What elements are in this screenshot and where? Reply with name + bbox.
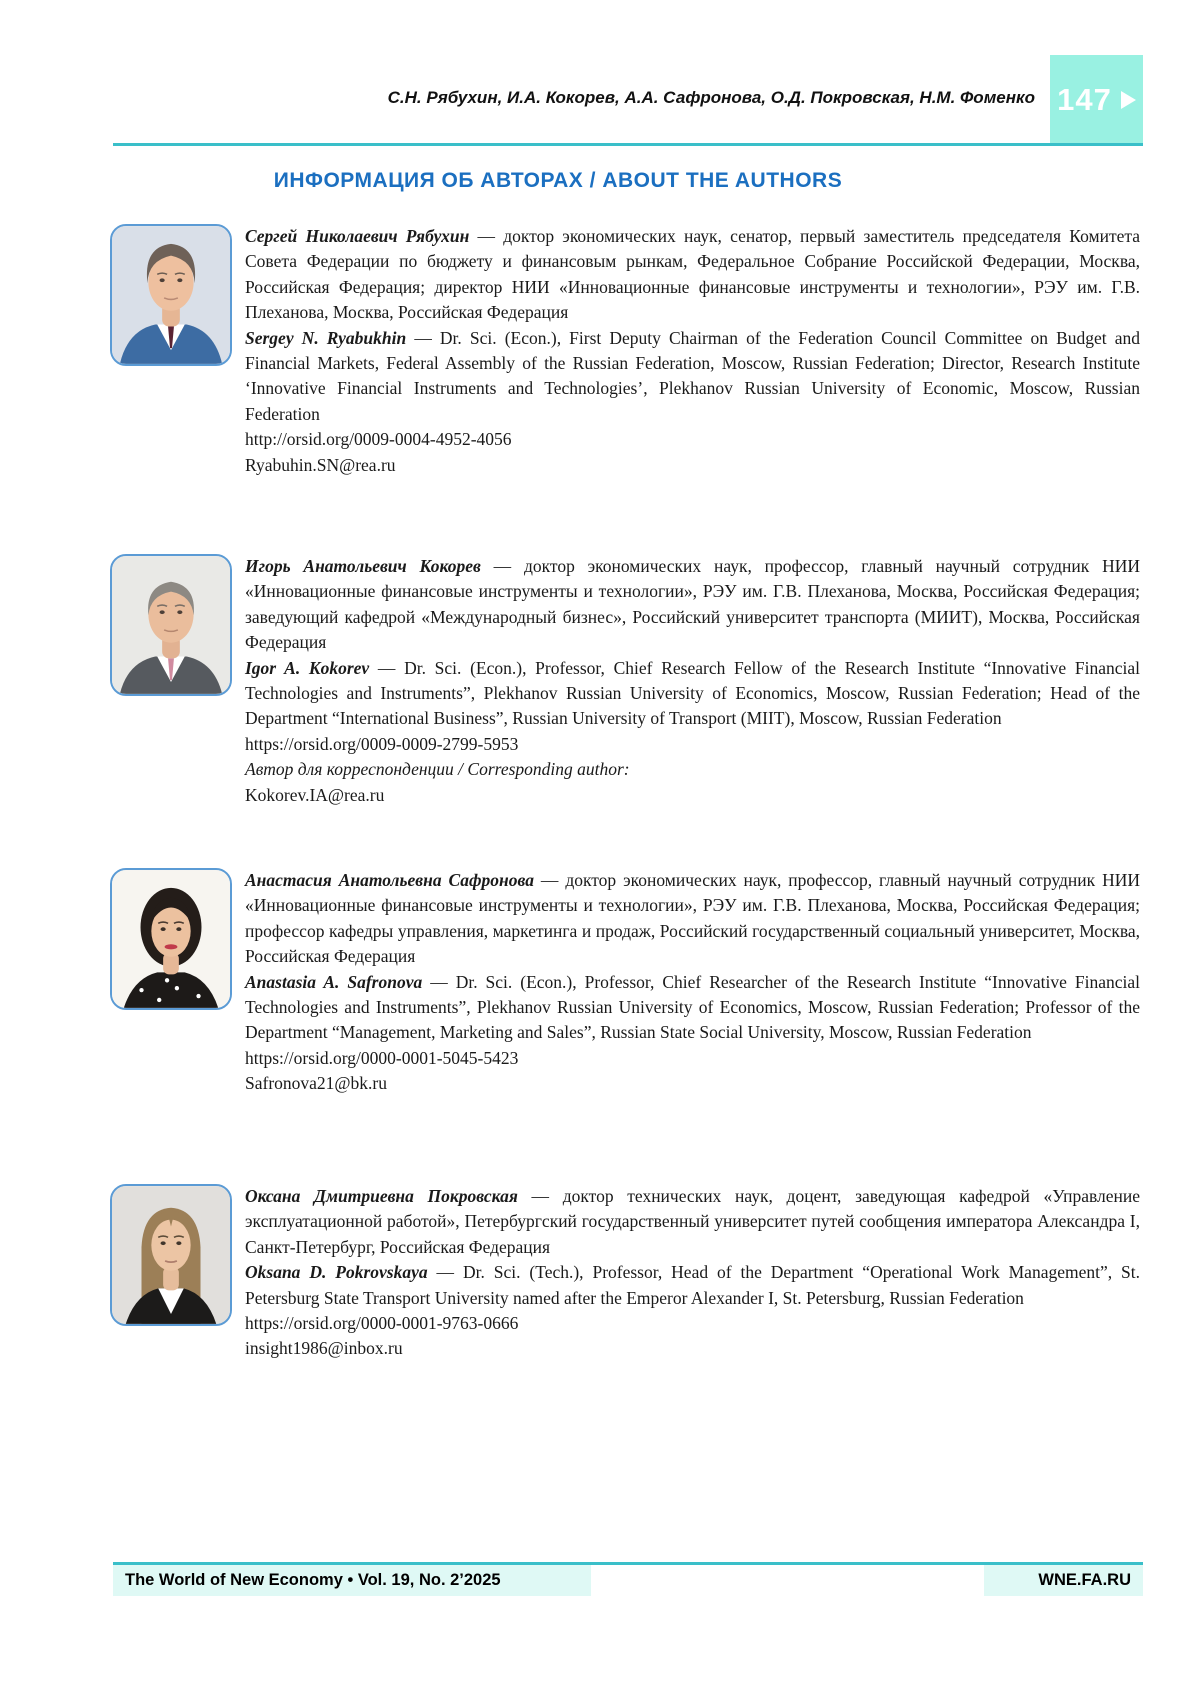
author-portrait-illustration [112,226,230,364]
email-address[interactable]: Ryabuhin.SN@rea.ru [245,454,396,475]
corresponding-author-label: Автор для корреспонденции / Corresponding author: [245,759,630,780]
orcid-link[interactable]: https://orsid.org/0009-0009-2799-5953 [245,733,519,754]
bio-en-text: — Dr. Sci. (Econ.), First Deputy Chairman of the Federation Council Committee on Budget and Financial Markets, Federal Assembly of the Russian Federation, Moscow, Russian Federation; Director, Research Institute ‘Innovative Financial Instruments and Technologies’, Plekhanov Russian University of Economic, Moscow, Russian Federation [245,327,1141,424]
running-head-authors: С.Н. Рябухин, И.А. Кокорев, А.А. Сафронова, О.Д. Покровская, Н.М. Фоменко [387,88,1035,107]
bio-en-text: — Dr. Sci. (Econ.), Professor, Chief Research Fellow of the Research Institute “Innovative Financial Technologies and Instruments”, Plekhanov Russian University of Economics, Moscow, Russian Federation; Head of the Department “International Business”, Russian University of Transport (MIIT), Moscow, Russian Federation [245,657,1140,729]
author-entry-pokrovskaya [110,1184,1140,1362]
orcid-link[interactable]: https://orsid.org/0000-0001-5045-5423 [245,1047,519,1068]
header-divider [113,143,1143,146]
page-number: 147 [1057,81,1112,117]
footer-journal-info: The World of New Economy • Vol. 19, No. 2’2025 [113,1565,591,1596]
author-bio [245,1184,1140,1362]
bio-en [245,326,1140,428]
bio-ru [245,1184,1140,1260]
author-entry-ryabukhin [110,224,1140,478]
email-address[interactable]: insight1986@inbox.ru [245,1338,403,1359]
bio-en [245,1260,1140,1311]
email-address[interactable]: Safronova21@bk.ru [245,1073,387,1094]
author-photo-safronova [110,868,232,1010]
bio-ru-text: — доктор технических наук, доцент, заведующая кафедрой «Управление эксплуатационной работой», Петербургский государственный университет путей сообщения императора Александра I, Санкт-Петербург, Российская Федерация [245,1186,1141,1257]
author-entry-safronova [110,868,1140,1097]
author-name-ru: Анастасия Анатольевна Сафронова [245,870,534,890]
orcid-link[interactable]: http://orsid.org/0009-0004-4952-4056 [245,429,512,450]
author-name-en: Anastasia A. Safronova [245,971,423,992]
author-bio [245,868,1140,1097]
author-name-ru: Игорь Анатольевич Кокорев [245,556,481,576]
bio-en-text: — Dr. Sci. (Econ.), Professor, Chief Researcher of the Research Institute “Innovative Financial Technologies and Instruments”, Plekhanov Russian University of Economics, Moscow, Russian Federation; Professor of the Department “Management, Marketing and Sales”, Russian State Social University, Moscow, Russian Federation [245,971,1140,1043]
bio-ru [245,224,1140,326]
bio-en [245,970,1140,1046]
email-address[interactable]: Kokorev.IA@rea.ru [245,784,385,805]
author-photo-kokorev [110,554,232,696]
author-name-ru: Оксана Дмитриевна Покровская [245,1186,518,1206]
bio-ru [245,554,1140,656]
bio-ru-text: — доктор экономических наук, сенатор, первый заместитель председателя Комитета Совета Федерации по бюджету и финансовым рынкам, Федеральное Собрание Российской Федерации, Москва, Российская Федерация; директор НИИ «Инновационные финансовые инструменты и технологии», РЭУ им. Г.В. Плеханова, Москва, Российская Федерация [245,226,1141,323]
bio-ru-text: — доктор экономических наук, профессор, главный научный сотрудник НИИ «Инновационные финансовые инструменты и технологии», РЭУ им. Г.В. Плеханова, Москва, Российская Федерация; профессор кафедры управления, маркетинга и продаж, Российский государственный социальный университет, Москва, Российская Федерация [245,870,1140,967]
author-name-en: Igor A. Kokorev [245,657,370,678]
author-photo-pokrovskaya [110,1184,232,1326]
author-name-en: Sergey N. Ryabukhin [245,327,407,348]
author-portrait-illustration [112,870,230,1008]
author-entry-kokorev [110,554,1140,808]
page-number-box [1050,55,1143,144]
arrow-right-icon [1121,91,1136,109]
author-name-en: Oksana D. Pokrovskaya [245,1262,428,1283]
bio-ru-text: — доктор экономических наук, профессор, главный научный сотрудник НИИ «Инновационные финансовые инструменты и технологии», РЭУ им. Г.В. Плеханова, Москва, Российская Федерация; заведующий кафедрой «Международный бизнес», Российский университет транспорта (МИИТ), Москва, Российская Федерация [245,556,1140,653]
author-portrait-illustration [112,556,230,694]
author-bio [245,224,1140,478]
bio-ru [245,868,1140,970]
author-portrait-illustration [112,1186,230,1324]
author-name-ru: Сергей Николаевич Рябухин [245,226,470,246]
orcid-link[interactable]: https://orsid.org/0000-0001-9763-0666 [245,1313,519,1334]
section-title: ИНФОРМАЦИЯ ОБ АВТОРАХ / ABOUT THE AUTHORS [273,169,843,192]
author-photo-ryabukhin [110,224,232,366]
author-bio [245,554,1140,808]
bio-en [245,656,1140,732]
bio-en-text: — Dr. Sci. (Tech.), Professor, Head of the Department “Operational Work Management”, St. Petersburg State Transport University named after the Emperor Alexander I, St. Petersburg, Russian Federation [245,1262,1141,1308]
footer-site-link[interactable]: WNE.FA.RU [984,1565,1143,1596]
